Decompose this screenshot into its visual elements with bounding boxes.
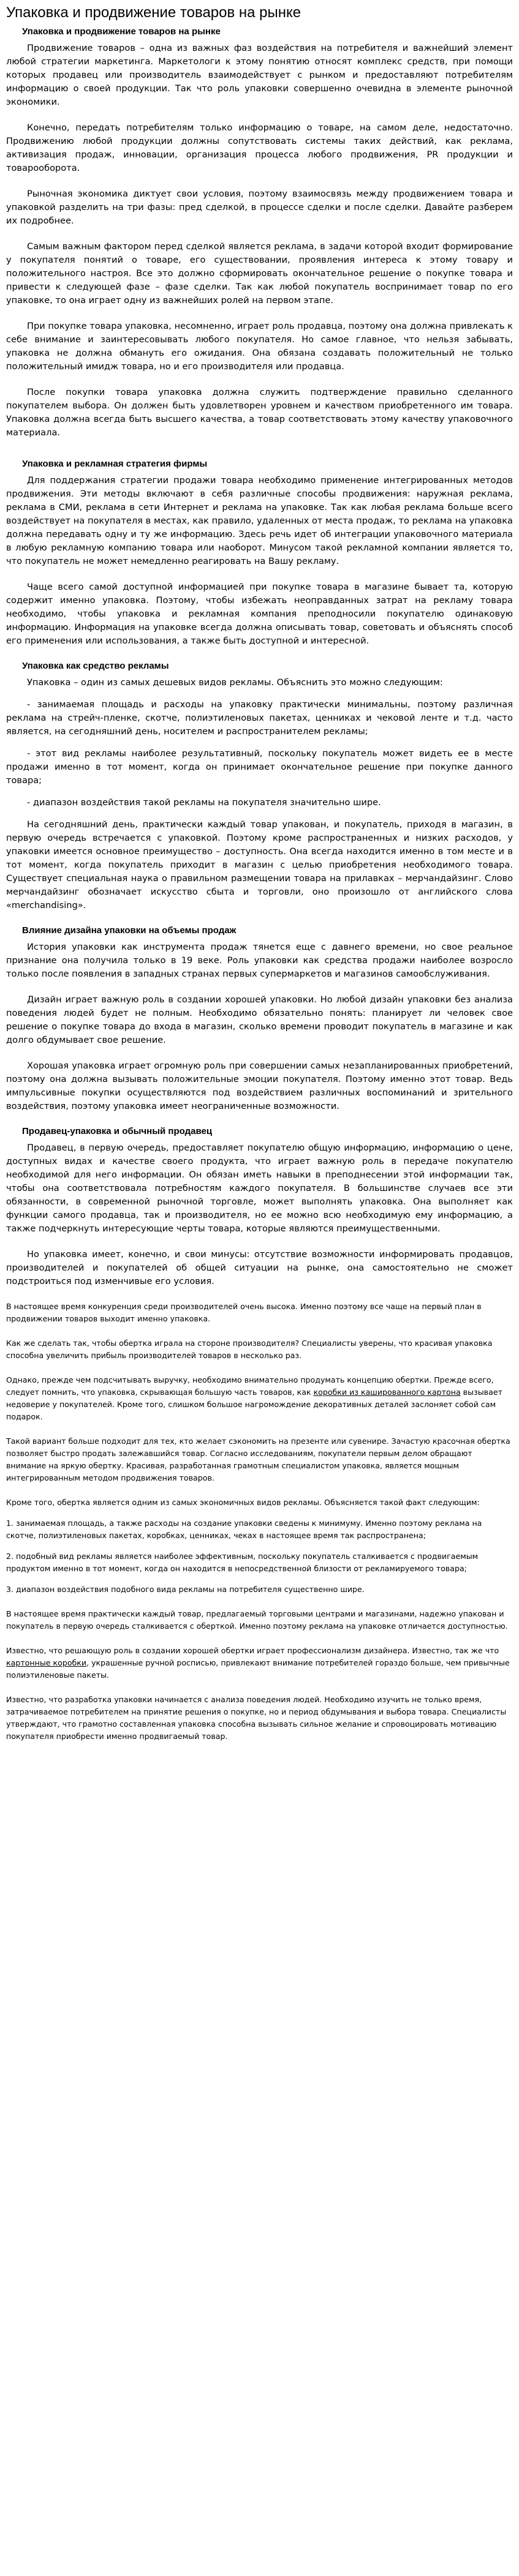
list-item: - этот вид рекламы наиболее результативный, поскольку покупатель может видеть ее в месте продажи именно в тот момент, когда он принимает окончательное решение при покупке данного товара; <box>6 748 513 786</box>
paragraph: После покупки товара упаковка должна служить подтверждение правильно сделанного покупателем выбора. Он должен быть удовлетворен уровнем и качеством приобретенного им товара. Упаковка должна всегда быть высшего качества, а товар соответствовать этому качеству упаковочного материала. <box>6 387 513 438</box>
paragraph: Продвижение товаров – одна из важных фаз воздействия на потребителя и важнейший элемент любой стратегии маркетинга. Маркетологи к этому понятию относят комплекс средств, при помощи которых продавец или производитель взаимодействует с рынком и предоставляют потребителям информацию о своей продукции. Так что роль упаковки совершенно очевидна в элементе рыночной экономики. <box>6 43 513 107</box>
paragraph-text: вызывает недоверие у покупателей. Кроме того, слишком большое нагромождение декоративных деталей заслоняет собой сам подарок. <box>6 1388 502 1421</box>
paragraph: Хорошая упаковка играет огромную роль при совершении самых незапланированных приобретений, поэтому она должна вызывать положительные эмоции покупателя. Поэтому именно этот товар. Ведь импульсивные покупки осуществляются под воздействием различных воспоминаний и зрительного воздействия, поэтому упаковка имеет неограниченные возможности. <box>6 1061 513 1111</box>
appendix-text <box>6 1301 513 1743</box>
list-item: 1. занимаемая площадь, а также расходы на создание упаковки сведены к минимуму. Именно поэтому реклама на скотче, полиэтиленовых пакетах, коробках, ценниках, чеках в настоящее время так распространена; <box>6 1519 482 1540</box>
paragraph-text: Однако, прежде чем подсчитывать выручку, необходимо внимательно продумать концепцию обертки. Прежде всего, следует помнить, что упаковка, скрывающая большую часть товаров, как <box>6 1375 494 1397</box>
list-item: - диапазон воздействия такой рекламы на покупателя значительно шире. <box>27 797 381 808</box>
paragraph: Известно, что разработка упаковки начинается с анализа поведения людей. Необходимо изучить не только время, затрачиваемое потребителем на принятие решения о покупке, но и период обдумывания и выбора товара. Специалисты утверждают, что грамотно составленная упаковка способна вызывать сильное желание и спровоцировать мотивацию покупателя приобрести именно продвигаемый товар. <box>6 1695 507 1741</box>
paragraph: Чаще всего самой доступной информацией при покупке товара в магазине бывает та, которую содержит именно упаковка. Поэтому, чтобы избежать неоправданных затрат на рекламу товара необходимо, чтобы упаковка и рекламная компания преподносили покупателю одинаковую информацию. Информация на упаковке всегда должна описывать товар, советовать и объяснять способ его применения или использования, а также быть доступной и интересной. <box>6 582 513 646</box>
paragraph: При покупке товара упаковка, несомненно, играет роль продавца, поэтому она должна привлекать к себе внимание и заинтересовывать любого покупателя. Но самое главное, что нельзя забывать, упаковка не должна обмануть его ожидания. Она обязана создавать положительный не только положительный имидж товара, но и его производителя или продавца. <box>6 321 513 372</box>
paragraph: Рыночная экономика диктует свои условия, поэтому взаимосвязь между продвижением товара и упаковкой разделить на три фазы: пред сделкой, в процессе сделки и после сделки. Давайте разберем их подробнее. <box>6 189 513 226</box>
paragraph: На сегодняшний день, практически каждый товар упакован, и покупатель, приходя в магазин, в первую очередь встречается с упаковкой. Поэтому кроме распространенных и низких расходов, у упаковки имеется основное преимущество – доступность. Она всегда находится именно в том месте и в тот момент, когда покупатель приходит в магазин с целью приобретения необходимого товара. Существует специальная наука о правильном размещении товара на прилавках – мерчандайзинг. Слово мерчандайзинг обозначает искусство сбыта и торговли, оно произошло от английского слова «merchandising». <box>6 819 513 911</box>
paragraph: Самым важным фактором перед сделкой является реклама, в задачи которой входит формирование у покупателя понятий о товаре, его существовании, проявления интереса к этому товару и положительного настроя. Все это должно сформировать окончательное решение о покупке товара и привести к следующей фазе – фазе сделки. Так как любой покупатель воспринимает товар по его упаковке, то она играет одну из важнейших ролей на первом этапе. <box>6 241 513 306</box>
section-heading-design: Влияние дизайна упаковки на объемы продаж <box>22 925 237 936</box>
paragraph: Кроме того, обертка является одним из самых экономичных видов рекламы. Объясняется такой факт следующим: <box>6 1498 480 1507</box>
paragraph: Как же сделать так, чтобы обертка играла на стороне производителя? Специалисты уверены, что красивая упаковка способна увеличить прибыль производителей товаров в несколько раз. <box>6 1339 493 1360</box>
paragraph: Упаковка – один из самых дешевых видов рекламы. Объяснить это можно следующим: <box>27 677 443 688</box>
paragraph <box>6 1374 513 1423</box>
paragraph: Конечно, передать потребителям только информацию о товаре, на самом деле, недостаточно. Продвижению любой продукции должны сопутствовать системы таких действий, как реклама, активизация продаж, инновации, организация процесса любого продвижения, PR продукции и товарооборота. <box>6 122 513 173</box>
paragraph-text: , украшенные ручной росписью, привлекают внимание потребителей гораздо больше, чем привычные полиэтиленовые пакеты. <box>6 1658 510 1680</box>
section-heading-ad-strategy: Упаковка и рекламная стратегия фирмы <box>22 459 208 469</box>
section-heading-promotion: Упаковка и продвижение товаров на рынке <box>22 26 221 37</box>
link-cardboard-boxes[interactable]: картонные коробки <box>6 1658 87 1667</box>
paragraph: Для поддержания стратегии продажи товара необходимо применение интегрированных методов продвижения. Эти методы включают в себя различные способы продвижения: наружная реклама, реклама в СМИ, реклама в сети Интернет и реклама на упаковке. Так как любая реклама больше всего воздействует на покупателя в местах, как правило, удаленных от места продаж, то реклама на упаковка должна передавать одну и ту же информацию. Здесь речь идет об интеграции упаковочного материала в любую рекламную компанию товара или наоборот. Минусом такой рекламной компании является то, что покупатель не может немедленно реагировать на Вашу рекламу. <box>6 475 513 566</box>
paragraph: В настоящее время конкуренция среди производителей очень высока. Именно поэтому все чаще на первый план в продвижении товаров выходит именно упаковка. <box>6 1302 482 1323</box>
paragraph-text: Известно, что решающую роль в создании хорошей обертки играет профессионализм дизайнера. Известно, так же что <box>6 1646 499 1655</box>
paragraph: В настоящее время практически каждый товар, предлагаемый торговыми центрами и магазинами, надежно упакован и покупатель в первую очередь сталкивается с оберткой. Именно поэтому реклама на упаковке отличается доступностью. <box>6 1609 508 1631</box>
list-item: 2. подобный вид рекламы является наиболее эффективным, поскольку покупатель сталкивается с продвигаемым продуктом именно в тот момент, когда он находится в непосредственной близости от рекламируемого товара; <box>6 1552 479 1573</box>
page-title: Упаковка и продвижение товаров на рынке <box>6 4 301 21</box>
paragraph: Продавец, в первую очередь, предоставляет покупателю общую информацию, информацию о цене, доступных видах и качестве своего продукта, что играет важную роль в передаче покупателю необходимой для него информации. Он обязан иметь навыки в преподнесении этой информации так, чтобы она соответствовала потребностям каждого покупателя. В большинстве случаев все эти обязанности, в современной рыночной торговле, может выполнять упаковка. Она выполняет как функции самого продавца, так и производителя, но ее можно всю необходимую ему информацию, а также подчеркнуть интересующие черты товара, которые являются преимущественными. <box>6 1143 513 1234</box>
link-laminated-cardboard-boxes[interactable]: коробки из кашированного картона <box>313 1388 461 1397</box>
paragraph: История упаковки как инструмента продаж тянется еще с давнего времени, но свое реальное признание она получила только в 19 веке. Роль упаковки как средства продажи наиболее возросло только после появления в западных странах первых супермаркетов и магазинов самообслуживания. <box>6 942 513 979</box>
list-item: 3. диапазон воздействия подобного вида рекламы на потребителя существенно шире. <box>6 1585 365 1594</box>
paragraph: Но упаковка имеет, конечно, и свои минусы: отсутствие возможности информировать продавцов, производителей и покупателей об общей ситуации на рынке, она самостоятельно не сможет подстроиться под изменчивые его условия. <box>6 1249 513 1286</box>
list-item: - занимаемая площадь и расходы на упаковку практически минимальны, поэтому различная реклама на стрейч-пленке, скотче, полиэтиленовых пакетах, ценниках и чековой ленте и т.д. часто является, на сегодняшний день, носителем и распространителем рекламы; <box>6 699 513 737</box>
paragraph <box>6 1645 513 1681</box>
paragraph: Такой вариант больше подходит для тех, кто желает сэкономить на презенте или сувенире. Зачастую красочная обертка позволяет быстро продать залежавшийся товар. Согласно исследованиям, покупатели первым делом обращают внимание на яркую обертку. Красивая, разработанная грамотным специалистом упаковка, является мощным интегрированным методом продвижения товаров. <box>6 1436 510 1482</box>
section-heading-ad-medium: Упаковка как средство рекламы <box>22 661 169 671</box>
paragraph: Дизайн играет важную роль в создании хорошей упаковки. Но любой дизайн упаковки без анализа поведения людей будет не полным. Необходимо обязательно понять: планирует ли человек свое решение о покупке товара до входа в магазин, сколько времени проводит покупатель в магазине и как долго обдумывает свое решение. <box>6 994 513 1045</box>
section-heading-seller: Продавец-упаковка и обычный продавец <box>22 1126 213 1136</box>
